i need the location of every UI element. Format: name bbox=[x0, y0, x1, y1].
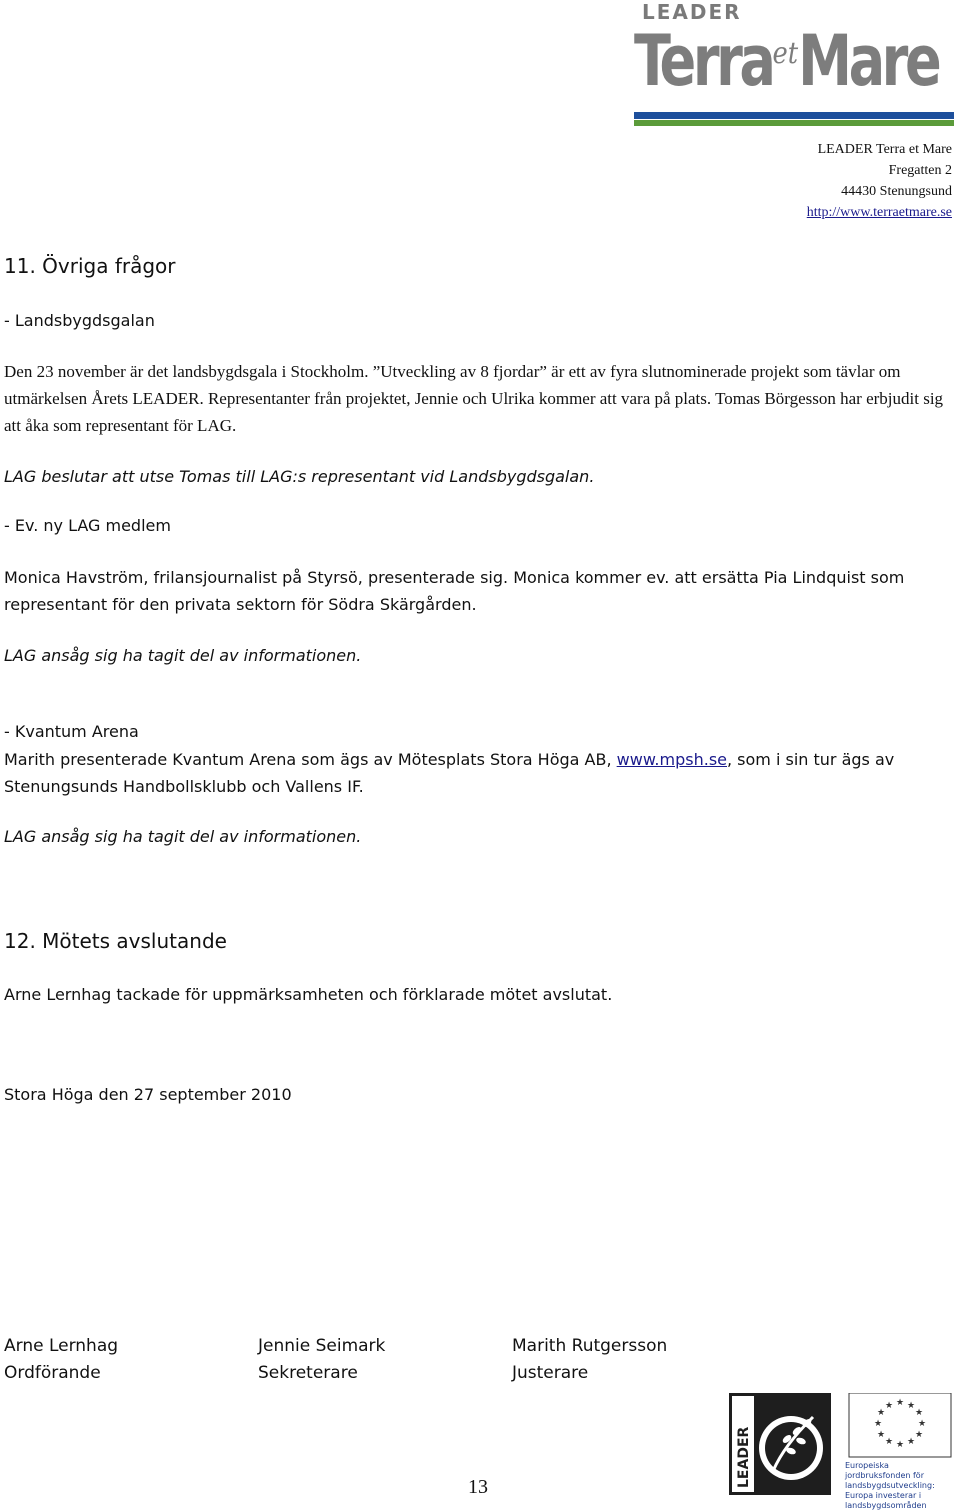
signature-name: Marith Rutgersson bbox=[512, 1336, 668, 1356]
ev-ny-lag-medlem-heading: - Ev. ny LAG medlem bbox=[4, 516, 171, 535]
kvantum-arena-text bbox=[4, 746, 949, 800]
place-date: Stora Höga den 27 september 2010 bbox=[4, 1085, 292, 1104]
section-12-title: 12. Mötets avslutande bbox=[4, 929, 227, 953]
signature-block-chair bbox=[4, 1333, 118, 1387]
address-street: Fregatten 2 bbox=[888, 163, 952, 178]
logo-wordmark bbox=[634, 20, 938, 102]
website-link[interactable]: http://www.terraetmare.se bbox=[806, 205, 952, 220]
eu-flag-logo bbox=[845, 1393, 955, 1510]
address-postal: 44430 Stenungsund bbox=[841, 184, 952, 199]
kvantum-arena-decision: LAG ansåg sig ha tagit del av informationen. bbox=[4, 827, 362, 846]
eu-flag-graphic bbox=[845, 1393, 955, 1459]
ev-ny-lag-medlem-text: Monica Havström, frilansjournalist på Styrsö, presenterade sig. Monica kommer ev. att ersätta Pia Lindquist som representant för den privata sektorn för Södra Skärgården. bbox=[4, 568, 905, 614]
section-12-text: Arne Lernhag tackade för uppmärksamheten och förklarade mötet avslutat. bbox=[4, 985, 613, 1004]
svg-text:★: ★ bbox=[876, 1430, 886, 1440]
svg-text:★: ★ bbox=[895, 1440, 905, 1450]
address-org: LEADER Terra et Mare bbox=[817, 142, 952, 157]
landsbygdsgalan-decision: LAG beslutar att utse Tomas till LAG:s representant vid Landsbygdsgalan. bbox=[4, 467, 595, 486]
svg-text:★: ★ bbox=[895, 1398, 905, 1408]
signature-block-adjuster bbox=[512, 1333, 667, 1387]
logo-leader-text: LEADER bbox=[642, 0, 742, 24]
svg-text:★: ★ bbox=[906, 1437, 916, 1447]
svg-text:★: ★ bbox=[873, 1419, 883, 1429]
logo-et-text: et bbox=[772, 36, 799, 71]
page-number: 13 bbox=[468, 1476, 488, 1498]
section-11-title: 11. Övriga frågor bbox=[4, 254, 176, 278]
ev-ny-lag-medlem-decision: LAG ansåg sig ha tagit del av informationen. bbox=[4, 646, 362, 665]
svg-text:★: ★ bbox=[914, 1430, 924, 1440]
signature-name: Arne Lernhag bbox=[4, 1336, 119, 1356]
logo-blue-bar bbox=[634, 112, 954, 119]
logo-mare-text: Mare bbox=[798, 20, 939, 102]
svg-text:★: ★ bbox=[876, 1408, 886, 1418]
landsbygdsgalan-heading: - Landsbygdsgalan bbox=[4, 311, 155, 330]
leader-emblem-text: LEADER bbox=[736, 1426, 752, 1488]
terra-et-mare-logo bbox=[634, 0, 956, 128]
address-url-line bbox=[807, 205, 952, 221]
signature-role: Sekreterare bbox=[258, 1363, 358, 1383]
leader-emblem-graphic bbox=[729, 1393, 831, 1495]
mpsh-link[interactable]: www.mpsh.se bbox=[616, 750, 727, 769]
signature-name: Jennie Seimark bbox=[258, 1336, 386, 1356]
landsbygdsgalan-text: Den 23 november är det landsbygdsgala i Stockholm. ”Utveckling av 8 fjordar” är ett av fyra slutnominerade projekt som tävlar om utmärkelsen Årets LEADER. Representanter från projektet, Jennie och Ulrika kommer att vara på plats. Tomas Börgesson har erbjudit sig att åka som representant för LAG. bbox=[4, 362, 944, 435]
svg-text:★: ★ bbox=[884, 1437, 894, 1447]
signature-role: Justerare bbox=[512, 1363, 589, 1383]
eu-caption: Europeiska jordbruksfonden för landsbygdsutveckling: Europa investerar i landsbygdsområden bbox=[845, 1461, 935, 1510]
logo-green-bar bbox=[634, 120, 954, 126]
kvantum-text-after: , som i sin tur ägs av Stenungsunds Handbollsklubb och Vallens IF. bbox=[4, 750, 895, 796]
svg-text:★: ★ bbox=[917, 1419, 927, 1429]
svg-text:★: ★ bbox=[884, 1401, 894, 1411]
signature-role: Ordförande bbox=[4, 1363, 101, 1383]
signature-block-secretary bbox=[258, 1333, 385, 1387]
svg-text:★: ★ bbox=[906, 1401, 916, 1411]
svg-text:★: ★ bbox=[914, 1408, 924, 1418]
kvantum-arena-heading: - Kvantum Arena bbox=[4, 722, 139, 741]
leader-emblem-logo bbox=[729, 1393, 831, 1495]
logo-terra-text: Terra bbox=[634, 20, 773, 102]
kvantum-text-before: Marith presenterade Kvantum Arena som ägs av Mötesplats Stora Höga AB, bbox=[4, 750, 617, 769]
